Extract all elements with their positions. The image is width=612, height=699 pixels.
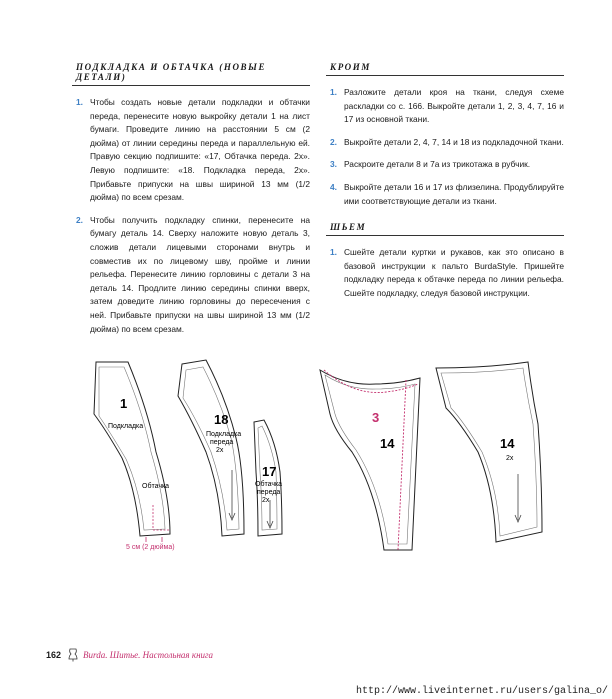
step-text: Чтобы создать новые детали подкладки и обтачки переда, перенесите новую выкройку детали 1 на лист бумаги. Проведите линию на расстоянии 5 см (2 дюйма) от линии середины переда и параллельную ей. Правую секцию подпишите: «17, Обтачка переда. 2х». Левую подпишите: «18. Подкладка переда, 2х». Прибавьте припуски на швы шириной 13 мм (1/2 дюйма) по всем срезам. [90, 97, 310, 203]
section-heading-cutting: КРОИМ [326, 62, 564, 76]
piece-17-label-2: переда [257, 489, 281, 496]
piece-14-number: 14 [380, 436, 395, 451]
piece-17-label-1: Обтачка [255, 481, 283, 488]
piece-1-label-facing: Обтачка [142, 483, 170, 490]
cutting-steps [326, 86, 564, 208]
piece-3-number: 3 [372, 410, 380, 425]
step-text: Чтобы получить подкладку спинки, перенесите на бумагу деталь 14. Сверху наложите новую деталь 3, сложив детали лицевыми сторонами внутрь и совместив их по лицевому шву, пройме и линии рельефа. Перенесите линию горловины с детали 3 на деталь 14. Продлите линию середины спинки вверх, затем доведите линию горловины до пересечения с ней. Прибавьте припуски на швы шириной 13 мм (1/2 дюйма) по всем срезам. [90, 214, 310, 334]
piece-14-right-label: 2х [506, 455, 514, 462]
pattern-piece-3-14 [320, 370, 420, 550]
dress-form-icon [67, 648, 79, 662]
pattern-piece-1 [94, 362, 175, 551]
pattern-piece-17 [254, 420, 282, 536]
step-number: 1. [76, 97, 83, 107]
step-text: Выкройте детали 16 и 17 из флизелина. Продублируйте ими соответствующие детали из ткани. [344, 181, 564, 206]
list-item [326, 158, 564, 172]
list-item [326, 136, 564, 150]
piece-1-label-lining: Подкладка [108, 423, 144, 430]
sewing-steps [326, 246, 564, 300]
piece-18-number: 18 [214, 412, 229, 427]
right-column [326, 62, 564, 310]
page-number: 162 [46, 650, 62, 660]
section-heading-sewing: ШЬЕМ [326, 222, 564, 236]
page-footer [46, 648, 213, 662]
source-url: http://www.liveinternet.ru/users/galina_o/ [355, 686, 608, 697]
pattern-diagrams [0, 340, 612, 565]
piece-1-measure: 5 см (2 дюйма) [126, 544, 175, 551]
step-number: 3. [330, 159, 337, 170]
piece-18-label-2: переда [210, 439, 234, 446]
step-number: 2. [76, 214, 83, 225]
piece-18-label-3: 2х [216, 447, 224, 454]
list-item [326, 181, 564, 208]
left-column [72, 62, 310, 345]
piece-14-right-number: 14 [500, 436, 515, 451]
pattern-piece-18 [178, 360, 244, 536]
step-text: Раскроите детали 8 и 7а из трикотажа в рубчик. [344, 159, 531, 170]
piece-1-number: 1 [120, 396, 128, 411]
list-item [326, 86, 564, 127]
list-item [72, 96, 310, 205]
piece-17-number: 17 [262, 464, 277, 479]
step-number: 4. [330, 181, 337, 192]
step-number: 2. [330, 136, 337, 147]
step-text: Выкройте детали 2, 4, 7, 14 и 18 из подкладочной ткани. [344, 136, 564, 147]
step-text: Сшейте детали куртки и рукавов, как это описано в базовой инструкции к пальто BurdaStyle. Пришейте подкладку переда к обтачке переда по линии рельефа. Сшейте подкладку, следуя базовой инструкции. [344, 247, 564, 298]
lining-steps [72, 96, 310, 336]
pattern-piece-14 [436, 362, 542, 542]
list-item [326, 246, 564, 300]
step-number: 1. [330, 87, 337, 97]
list-item [72, 214, 310, 336]
section-heading-lining: ПОДКЛАДКА И ОБТАЧКА (НОВЫЕ ДЕТАЛИ) [72, 62, 310, 86]
book-title: Burda. Шитье. Настольная книга [83, 650, 214, 660]
piece-18-label-1: Подкладка [206, 431, 242, 438]
step-text: Разложите детали кроя на ткани, следуя схеме раскладки со с. 166. Выкройте детали 1, 2, 3, 4, 7, 16 и 17 из основной ткани. [344, 87, 564, 125]
step-number: 1. [330, 247, 337, 258]
piece-17-label-3: 2х [262, 497, 270, 504]
